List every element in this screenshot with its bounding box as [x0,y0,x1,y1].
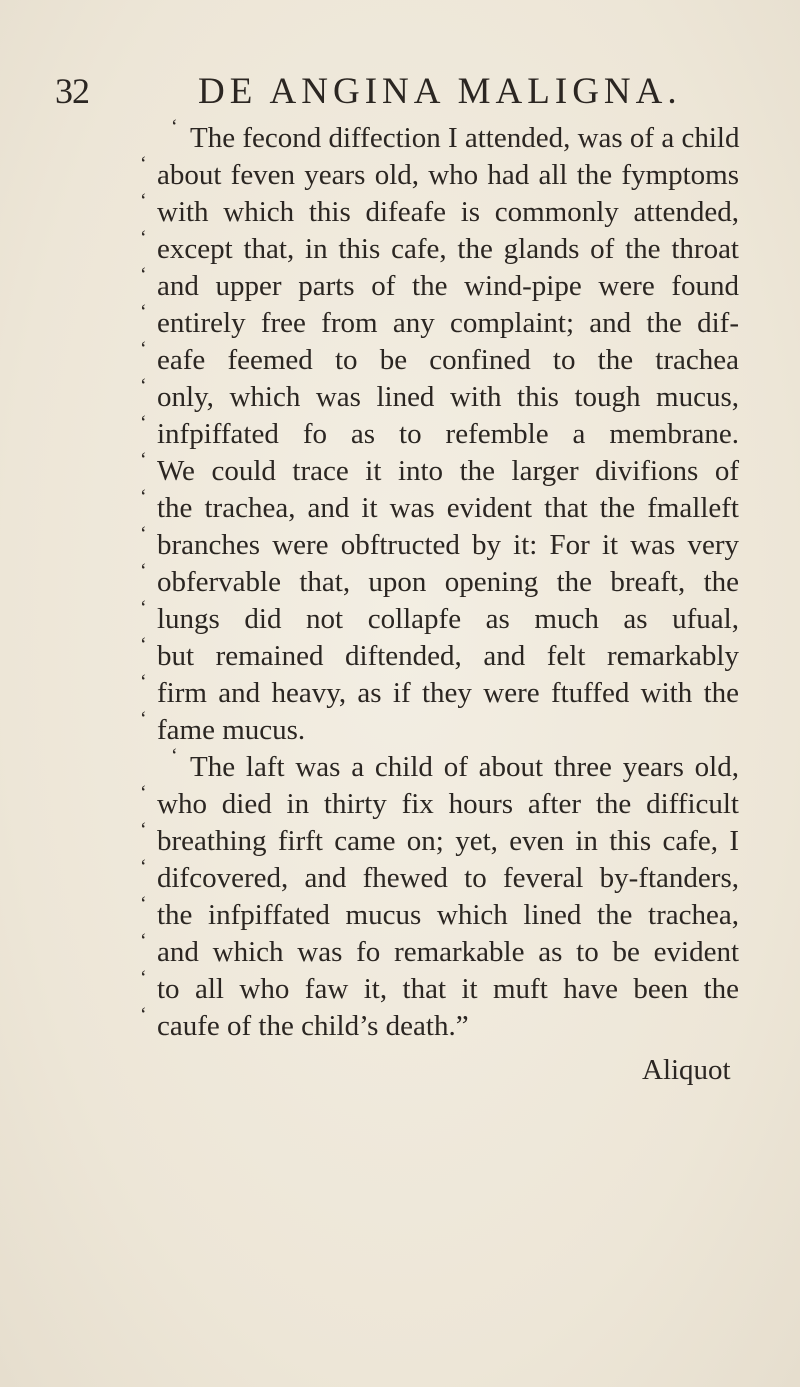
quote-mark: ‘ [140,856,147,878]
quote-mark: ‘ [140,1004,147,1026]
line-text: caufe of the child’s death.” [157,1010,469,1042]
quote-mark: ‘ [140,486,147,508]
quote-mark: ‘ [140,153,147,175]
line-text: who died in thirty fix hours after the difficult [157,788,739,820]
text-line [0,338,800,384]
line-text: only, which was lined with this tough mucus, [157,381,739,413]
quote-mark: ‘ [140,338,147,360]
line-text: entirely free from any complaint; and the dif- [157,307,739,339]
page-number: 32 [55,71,89,111]
text-line [0,153,800,199]
quote-mark: ‘ [140,523,147,545]
line-text: to all who faw it, that it muft have been the [157,973,739,1005]
line-text: with which this difeafe is commonly attended, [157,196,739,228]
quote-mark: ‘ [140,782,147,804]
text-line [0,412,800,458]
text-line [0,486,800,532]
text-line [0,782,800,828]
quote-mark: ‘ [171,745,178,767]
line-text: except that, in this cafe, the glands of the throat [157,233,739,265]
quote-mark: ‘ [140,930,147,952]
line-text: firm and heavy, as if they were ftuffed with the [157,677,739,709]
quote-mark: ‘ [140,634,147,656]
text-line [0,819,800,865]
text-line [0,856,800,902]
line-text: fame mucus. [157,714,306,746]
quote-mark: ‘ [140,375,147,397]
text-line [0,227,800,273]
line-text: the infpiffated mucus which lined the trachea, [157,899,739,931]
text-line [0,523,800,569]
text-line [0,190,800,236]
line-text: the trachea, and it was evident that the fmalleft [157,492,739,524]
line-text: but remained diftended, and felt remarkably [157,640,739,672]
quote-mark: ‘ [140,227,147,249]
quote-mark: ‘ [140,560,147,582]
line-text: and which was fo remarkable as to be evident [157,936,739,968]
running-head: DE ANGINA MALIGNA. [198,71,682,112]
text-line [0,967,800,1013]
text-line [0,560,800,606]
line-text: infpiffated fo as to refemble a membrane. [157,418,739,450]
text-line [0,116,800,162]
text-line [0,893,800,939]
line-text: obfervable that, upon opening the breaft, the [157,566,739,598]
line-text: We could trace it into the larger divifions of [157,455,739,487]
quote-mark: ‘ [140,190,147,212]
text-line [0,930,800,976]
quote-mark: ‘ [171,116,178,138]
line-text: and upper parts of the wind-pipe were found [157,270,739,302]
catchword: Aliquot [642,1054,731,1086]
line-text: lungs did not collapfe as much as ufual, [157,603,739,635]
page-header [55,70,755,120]
text-line [0,708,800,754]
quote-mark: ‘ [140,449,147,471]
quote-mark: ‘ [140,412,147,434]
text-line [0,264,800,310]
quote-mark: ‘ [140,264,147,286]
line-text: about feven years old, who had all the fymptoms [157,159,739,191]
text-line [0,375,800,421]
line-text: branches were obftructed by it: For it was very [157,529,739,561]
quote-mark: ‘ [140,597,147,619]
text-line [0,1004,800,1050]
line-text: The fecond diffection I attended, was of a child [190,122,740,154]
text-line [0,449,800,495]
line-text: breathing firft came on; yet, even in this cafe, I [157,825,739,857]
text-line [0,634,800,680]
line-text: The laft was a child of about three years old, [190,751,739,783]
text-line [0,301,800,347]
quote-mark: ‘ [140,967,147,989]
text-line [0,745,800,791]
text-line [0,597,800,643]
quote-mark: ‘ [140,301,147,323]
text-line [0,671,800,717]
quote-mark: ‘ [140,708,147,730]
quote-mark: ‘ [140,819,147,841]
quote-mark: ‘ [140,671,147,693]
line-text: eafe feemed to be confined to the trachea [157,344,739,376]
line-text: difcovered, and fhewed to feveral by-ftanders, [157,862,739,894]
quote-mark: ‘ [140,893,147,915]
